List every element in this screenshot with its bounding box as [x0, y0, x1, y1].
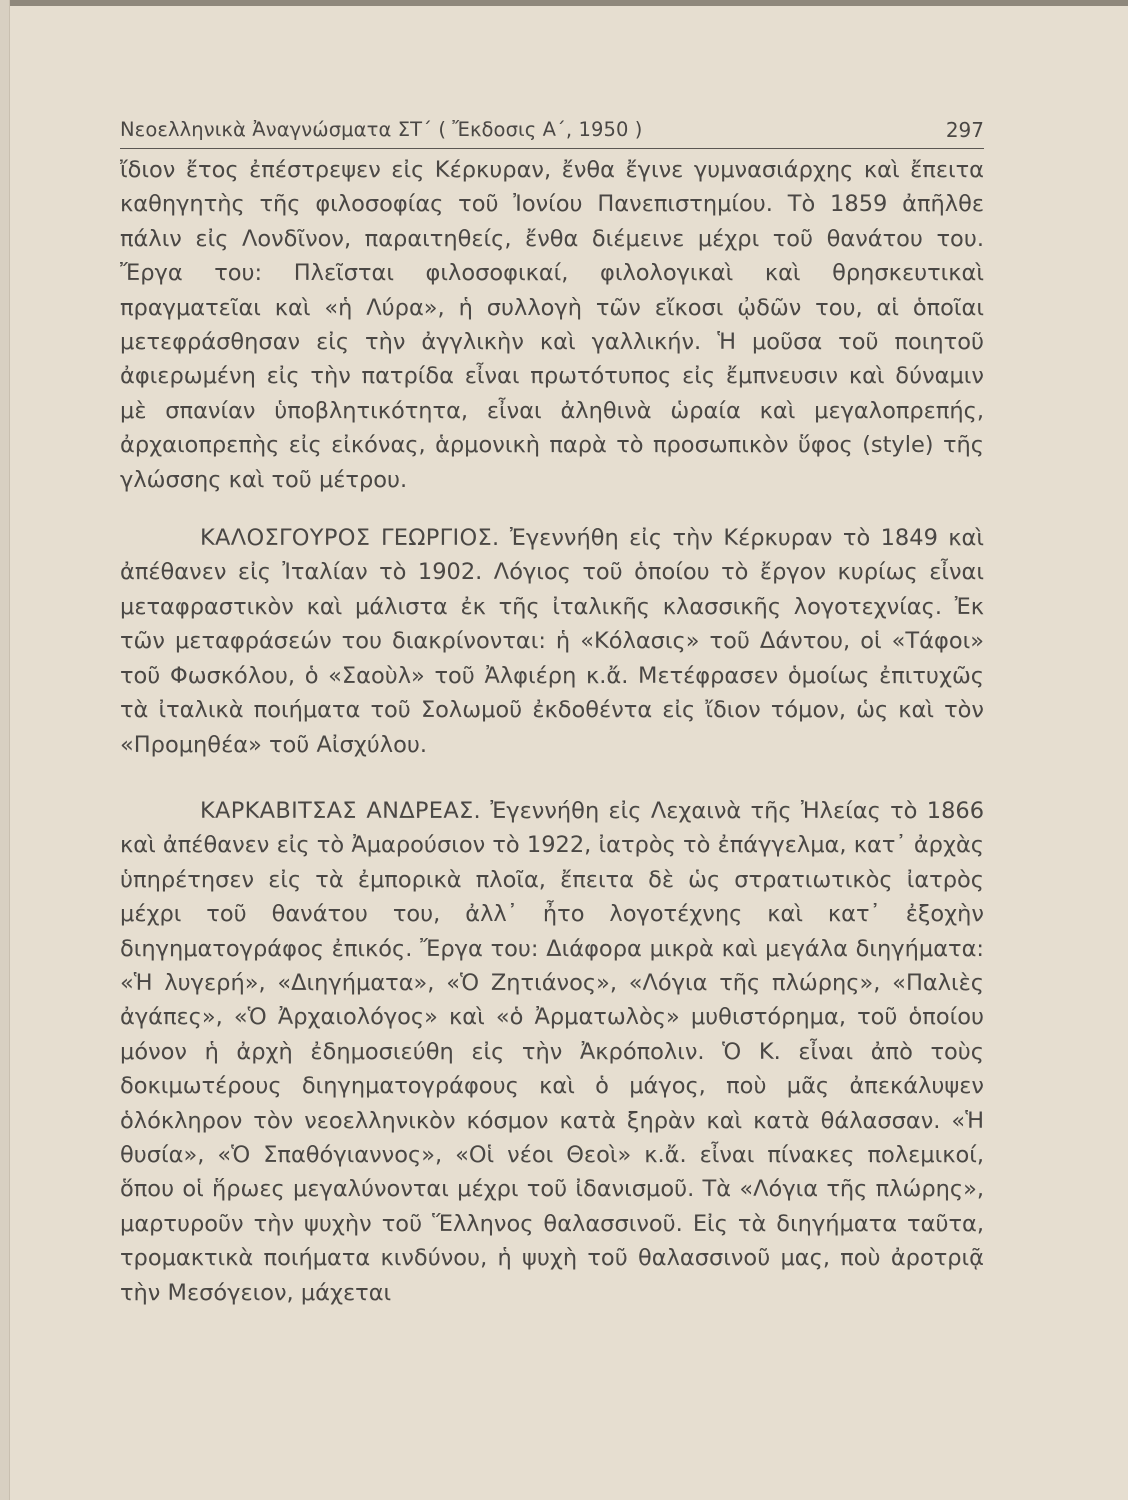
paragraph-continuation — [120, 153, 984, 497]
entry-karkavitsas — [120, 794, 984, 1310]
entry-text: Ἐγεννήθη εἰς τὴν Κέρκυραν τὸ 1849 καὶ ἀπέθανεν εἰς Ἰταλίαν τὸ 1902. Λόγιος τοῦ ὁποίου τὸ ἔργον κυρίως εἶναι μεταφραστικὸν καὶ μάλιστα ἐκ τῆς ἰταλικῆς κλασσικῆς λογοτεχνίας. Ἐκ τῶν μεταφράσεών του διακρίνονται: ἡ «Κόλασις» τοῦ Δάντου, οἱ «Τάφοι» τοῦ Φωσκόλου, ὁ «Σαοὺλ» τοῦ Ἀλφιέρη κ.ἄ. Μετέφρασεν ὁμοίως ἐπιτυχῶς τὰ ἰταλικὰ ποιήματα τοῦ Σολωμοῦ ἐκδοθέντα εἰς ἴδιον τόμον, ὡς καὶ τὸν «Προμηθέα» τοῦ Αἰσχύλου. — [120, 525, 984, 758]
paragraph-text: ἴδιον ἔτος ἐπέστρεψεν εἰς Κέρκυραν, ἔνθα ἔγινε γυμνασιάρχης καὶ ἔπειτα καθηγητὴς τῆς φιλοσοφίας τοῦ Ἰονίου Πανεπιστημίου. Τὸ 1859 ἀπῆλθε πάλιν εἰς Λονδῖνον, παραιτηθείς, ἔνθα διέμεινε μέχρι τοῦ θανάτου του. Ἔργα του: Πλεῖσται φιλοσοφικαί, φιλολογικαὶ καὶ θρησκευτικαὶ πραγματεῖαι καὶ «ἡ Λύρα», ἡ συλλογὴ τῶν εἴκοσι ᾠδῶν του, αἱ ὁποῖαι μετεφράσθησαν εἰς τὴν ἀγγλικὴν καὶ γαλλικήν. Ἡ μοῦσα τοῦ ποιητοῦ ἀφιερωμένη εἰς τὴν πατρίδα εἶναι πρωτότυπος εἰς ἔμπνευσιν καὶ δύναμιν μὲ σπανίαν ὑποβλητικότητα, εἶναι ἀληθινὰ ὡραία καὶ μεγαλοπρεπής, ἀρχαιοπρεπὴς εἰς εἰκόνας, ἁρμονικὴ παρὰ τὸ προσωπικὸν ὕφος (style) τῆς γλώσσης καὶ τοῦ μέτρου. — [120, 157, 984, 493]
running-title: Νεοελληνικὰ Ἀναγνώσματα ΣΤ΄ ( Ἔκδοσις Α΄, 1950 ) — [120, 118, 643, 141]
page-header — [120, 116, 984, 149]
page-number: 297 — [945, 118, 984, 142]
body-text — [120, 153, 984, 1310]
entry-text: Ἐγεννήθη εἰς Λεχαινὰ τῆς Ἠλείας τὸ 1866 καὶ ἀπέθανεν εἰς τὸ Ἀμαρούσιον τὸ 1922, ἰατρὸς τὸ ἐπάγγελμα, κατ᾿ ἀρχὰς ὑπηρέτησεν εἰς τὰ ἐμπορικὰ πλοῖα, ἔπειτα δὲ ὡς στρατιωτικὸς ἰατρὸς μέχρι τοῦ θανάτου του, ἀλλ᾿ ἦτο λογοτέχνης καὶ κατ᾿ ἐξοχὴν διηγηματογράφος ἐπικός. Ἔργα του: Διάφορα μικρὰ καὶ μεγάλα διηγήματα: «Ἡ λυγερή», «Διηγήματα», «Ὁ Ζητιάνος», «Λόγια τῆς πλώρης», «Παλιὲς ἀγάπες», «Ὁ Ἀρχαιολόγος» καὶ «ὁ Ἀρματωλὸς» μυθιστόρημα, τοῦ ὁποίου μόνον ἡ ἀρχὴ ἐδημοσιεύθη εἰς τὴν Ἀκρόπολιν. Ὁ Κ. εἶναι ἀπὸ τοὺς δοκιμωτέρους διηγηματογράφους καὶ ὁ μάγος, ποὺ μᾶς ἀπεκάλυψεν ὁλόκληρον τὸν νεοελληνικὸν κόσμον κατὰ ξηρὰν καὶ κατὰ θάλασσαν. «Ἡ θυσία», «Ὁ Σπαθόγιαννος», «Οἱ νέοι Θεοὶ» κ.ἄ. εἶναι πίνακες πολεμικοί, ὅπου οἱ ἥρωες μεγαλύνονται μέχρι τοῦ ἰδανισμοῦ. Τὰ «Λόγια τῆς πλώρης», μαρτυροῦν τὴν ψυχὴν τοῦ Ἕλληνος θαλασσινοῦ. Εἰς τὰ διηγήματα ταῦτα, τρομακτικὰ ποιήματα κινδύνου, ἡ ψυχὴ τοῦ θαλασσινοῦ μας, ποὺ ἀροτριᾷ τὴν Μεσόγειον, μάχεται — [120, 797, 985, 1306]
entry-kalosgouros — [120, 521, 984, 762]
entry-name: ΚΑΛΟΣΓΟΥΡΟΣ ΓΕΩΡΓΙΟΣ. — [200, 525, 500, 552]
page-top-edge — [0, 0, 1128, 6]
entry-name: ΚΑΡΚΑΒΙΤΣΑΣ ΑΝΔΡΕΑΣ. — [200, 797, 481, 824]
page-left-edge — [0, 0, 10, 1500]
